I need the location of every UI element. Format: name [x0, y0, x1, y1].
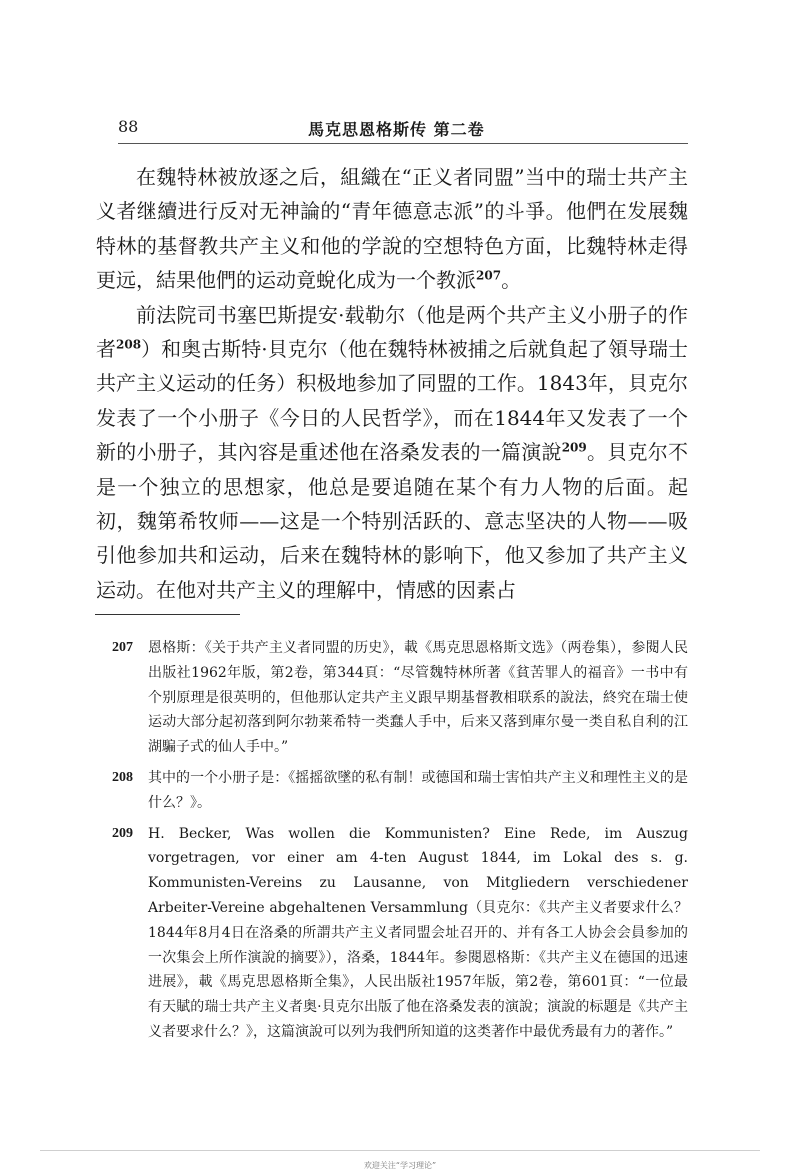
running-title: 馬克思恩格斯传 第二卷: [308, 120, 485, 139]
footnote: [112, 822, 688, 1045]
main-text: [96, 160, 688, 607]
paragraph: [96, 298, 688, 608]
footnote-number: 208: [112, 769, 133, 785]
page-header: [118, 117, 686, 139]
paragraph-text: 前法院司书塞巴斯提安·载勒尔（他是两个共产主义小册子的作者: [96, 302, 688, 362]
footnote-number: 207: [112, 640, 133, 655]
paragraph: [96, 160, 688, 298]
bottom-rule: [40, 1150, 760, 1151]
footnote-ref: 208: [116, 337, 142, 352]
paragraph-tail: 。: [501, 268, 522, 293]
footnote-ref: 207: [476, 268, 502, 283]
paragraph-tail: ）和奥古斯特·貝克尔（他在魏特林被捕之后就負起了領导瑞士共产主义运动的任务）积极地参加了同盟的工作。1843年，貝克尔发表了一个小册子《今日的人民哲学》，而在1844年又发表了一个新的小册子，其內容是重述他在洛桑发表的一篇演說: [96, 337, 689, 465]
header-rule: [118, 143, 688, 144]
footnote: [112, 636, 688, 760]
paragraph-tail: 。貝克尔不是一个独立的思想家，他总是要追随在某个有力人物的后面。起初，魏第希牧师——这是一个特别活跃的、意志坚决的人物——吸引他参加共和运动，后来在魏特林的影响下，他又参加了共产主义运动。在他对共产主义的理解中，情感的因素占: [96, 440, 689, 602]
footnote-text: 恩格斯：《关于共产主义者同盟的历史》，載《馬克思恩格斯文选》（两卷集），参閱人民出版社1962年版，第2卷，第344頁：“尽管魏特林所著《貧苦罪人的福音》一书中有个别原理是很英明的，但他那认定共产主义跟早期基督教相联系的說法，終究在瑞士使运动大部分起初落到阿尔勃莱希特一类蠢人手中，后来又落到庫尔曼一类自私自利的江湖騙子式的仙人手中。”: [148, 640, 688, 756]
footnote-text: 其中的一个小册子是：《摇摇欲墜的私有制！或德国和瑞士害怕共产主义和理性主义的是什么？》。: [148, 769, 688, 811]
footnote-text: H. Becker, Was wollen die Kommunisten? Eine Rede, im Auszug vorgetragen, vor einer am 4-ten August 1844, im Lokal des s. g. Kommunisten-Vereins zu Lausanne, von Mitgliedern verschiedener Arbeiter-Vereine abgehaltenen Versammlung（貝克尔：《共产主义者要求什么？1844年8月4日在洛桑的所謂共产主义者同盟会址召开的、并有各工人协会会員参加的一次集会上所作演說的摘要》），洛桑，1844年。参閱恩格斯：《共产主义在德国的迅速进展》，載《馬克思恩格斯全集》，人民出版社1957年版，第2卷，第601頁：“一位最有天賦的瑞士共产主义者奥·貝克尔出版了他在洛桑发表的演說；演說的标題是《共产主义者要求什么？》，这篇演說可以列为我們所知道的这类著作中最优秀最有力的著作。”: [148, 825, 688, 1040]
footnotes: [112, 636, 688, 1051]
paragraph-text: 在魏特林被放逐之后，組織在“正义者同盟”当中的瑞士共产主义者继續进行反对无神論的“青年德意志派”的斗爭。他們在发展魏特林的基督教共产主义和他的学說的空想特色方面，比魏特林走得更远，結果他們的运动竟蛻化成为一个教派: [96, 165, 688, 293]
footnote-number: 209: [112, 825, 133, 841]
footnote-ref: 209: [561, 440, 587, 455]
footnote-rule: [95, 614, 240, 615]
watermark: 欢迎关注“学习理论”: [363, 1161, 437, 1170]
page-number: 88: [118, 117, 139, 136]
footnote: [112, 766, 688, 816]
